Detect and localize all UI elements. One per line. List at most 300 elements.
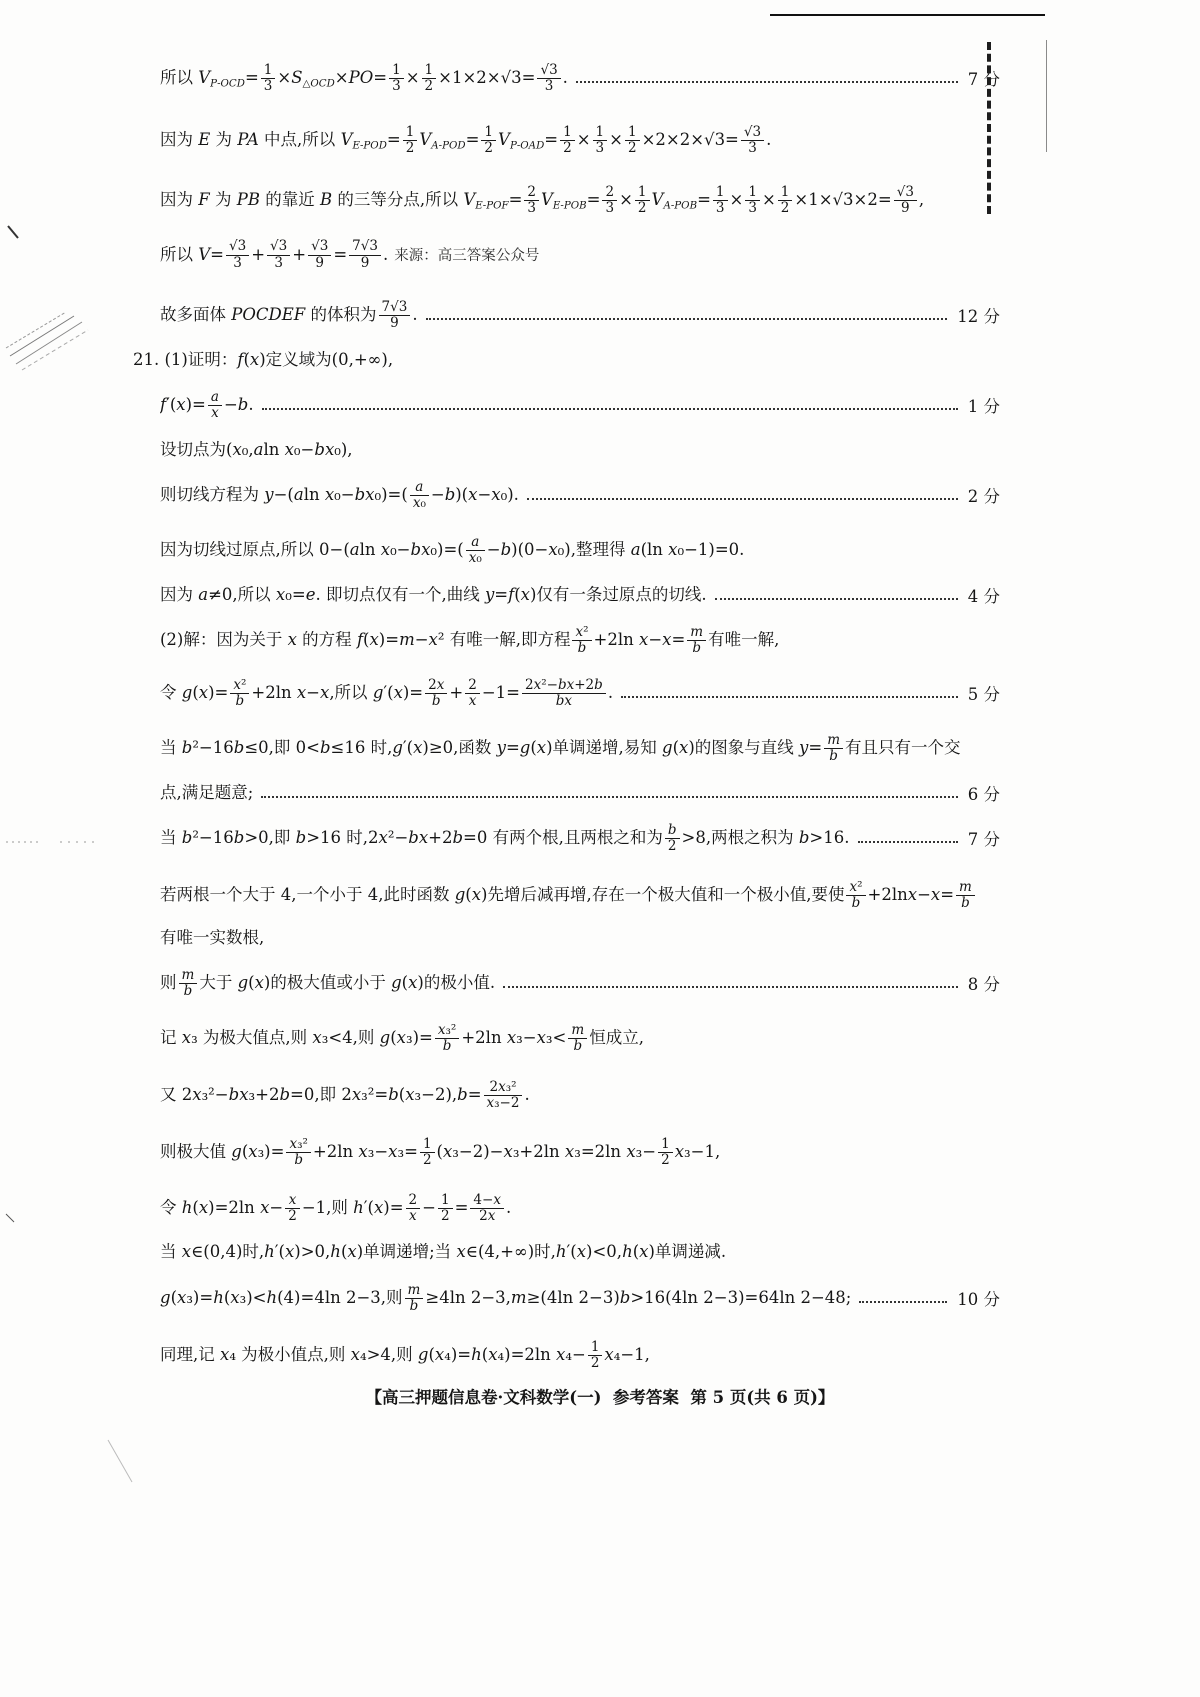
math-variable: x [260, 1198, 270, 1217]
text-run: + [251, 244, 266, 264]
text-run [541, 190, 553, 209]
scan-noise-stroke [22, 330, 88, 370]
scan-edge-line [770, 14, 1045, 16]
text-run: = [386, 130, 401, 149]
math-variable: O [570, 200, 580, 212]
fraction [420, 1137, 435, 1168]
math-variable: g [392, 738, 403, 757]
text-run: . [766, 130, 772, 149]
text-run: >8,两根之积为 b>16. [681, 828, 850, 847]
math-variable: b [577, 640, 587, 656]
fraction [410, 480, 429, 511]
fraction-denominator: 3 [595, 140, 605, 156]
fraction [422, 63, 437, 94]
math-variable: b [961, 895, 970, 911]
answer-line [160, 816, 1000, 860]
math-variable: b [233, 828, 245, 847]
math-variable: x [192, 1085, 202, 1104]
math-variable: y [799, 738, 809, 757]
fraction-denominator: 2 [424, 78, 434, 94]
score-points: 7 分 [967, 70, 1000, 89]
fraction-numerator: 1 [422, 63, 437, 79]
fraction-denominator: 2 [627, 140, 637, 156]
math-variable: x [930, 885, 941, 904]
answer-line [160, 56, 1000, 100]
fraction-numerator: √3 [537, 63, 560, 79]
math-variable: x [412, 495, 421, 511]
math-variable: x [437, 1021, 446, 1038]
fraction-denominator: x₀ [468, 550, 482, 566]
fraction-denominator [956, 896, 975, 911]
subscript: E-POF [475, 200, 509, 212]
math-variable: E [281, 305, 294, 324]
text-run: 又 2x₃²−bx₃+2b=0,即 2x₃²=b(x₃−2),b= [160, 1085, 482, 1104]
math-variable: E [352, 140, 360, 152]
fraction [349, 239, 381, 270]
math-variable: x [254, 973, 264, 992]
math-variable: x [575, 623, 584, 640]
dot-leader [858, 841, 958, 843]
math-variable: P [674, 200, 682, 212]
math-variable: a [349, 540, 360, 559]
text-run: 因为 E 为 PA 中点,所以 V [160, 130, 353, 149]
math-variable: b [279, 1085, 290, 1104]
math-variable: E [198, 130, 211, 149]
answer-line [160, 1230, 1000, 1274]
fraction-denominator: 2 [637, 200, 647, 216]
math-variable: g [160, 1288, 171, 1307]
fraction-denominator: 2 [440, 1208, 450, 1224]
fraction [778, 185, 793, 216]
fraction [658, 1137, 673, 1168]
fraction-denominator [824, 749, 843, 764]
answer-line [160, 1016, 1000, 1060]
math-variable: b [442, 1038, 452, 1054]
math-variable: S [291, 68, 303, 87]
math-variable: x [373, 1198, 384, 1217]
math-variable: b [555, 693, 565, 709]
math-variable: y [496, 738, 506, 757]
math-variable: P [486, 200, 494, 212]
fraction-numerator: 1 [593, 125, 608, 141]
dot-leader [621, 696, 958, 698]
math-variable: x [436, 676, 445, 693]
text-run: 记 x₃ 为极大值点,则 x₃<4,则 g(x₃)= [160, 1028, 433, 1047]
text-run: 故多面体 POCDEF 的体积为 [160, 305, 377, 324]
math-variable: x [487, 1208, 496, 1224]
fraction [405, 1283, 424, 1314]
fraction [267, 239, 290, 270]
math-variable: b [183, 983, 193, 999]
fraction-numerator: 1 [658, 1137, 673, 1153]
math-variable: x [468, 693, 477, 709]
fraction [230, 678, 249, 709]
score-points: 5 分 [967, 685, 1000, 704]
math-variable: V [198, 68, 211, 87]
fraction [261, 63, 276, 94]
text-run: . [505, 1198, 512, 1217]
math-variable: g [417, 1345, 429, 1364]
math-variable: x [488, 1345, 498, 1364]
math-variable: x [418, 828, 429, 847]
text-run: 所以 V [160, 68, 211, 87]
fraction-denominator [568, 1039, 587, 1054]
math-variable: P [509, 140, 517, 152]
fraction-numerator: 7√3 [379, 300, 411, 316]
fraction [179, 968, 198, 999]
text-run: ×S [277, 68, 303, 87]
fraction-numerator [824, 733, 843, 749]
math-variable: g [454, 885, 466, 904]
math-variable: P [231, 305, 243, 324]
fraction-numerator: 1 [588, 1340, 603, 1356]
line-text [160, 1186, 511, 1230]
text-run: +2ln x−x,所以 g′(x)= [251, 683, 424, 702]
fraction [824, 733, 843, 764]
math-variable: x [493, 1191, 501, 1208]
math-variable: h [353, 1198, 364, 1217]
fraction-numerator: 2 [465, 678, 480, 694]
fraction [713, 185, 728, 216]
math-variable: V [651, 190, 664, 209]
fraction-numerator: 4−x [470, 1193, 504, 1209]
fraction-numerator: √3 [267, 239, 290, 255]
math-variable: x [211, 405, 219, 421]
line-text [160, 726, 961, 770]
math-variable: b [354, 485, 366, 504]
line-text [160, 233, 539, 277]
fraction-numerator: 7√3 [349, 239, 381, 255]
math-variable: x [249, 350, 260, 369]
fraction-numerator: 1 [438, 1193, 453, 1209]
fraction-numerator: 1 [560, 125, 575, 141]
text-run: g(x₃)=h(x₃)<h(4)=4ln 2−3,则 [160, 1288, 403, 1307]
fraction [572, 625, 591, 656]
fraction-numerator [285, 1193, 300, 1209]
math-variable: x [849, 878, 858, 895]
math-variable: g [181, 683, 193, 702]
math-variable: m [181, 966, 195, 983]
math-variable: x [548, 540, 558, 559]
fraction [481, 125, 496, 156]
fraction-denominator [687, 641, 706, 656]
math-variable: b [851, 895, 861, 911]
text-run: ×1×√3×2= [794, 190, 892, 209]
math-variable: x [284, 440, 294, 459]
fraction-numerator: √3 [226, 239, 249, 255]
math-variable: x [324, 440, 335, 459]
math-variable: O [681, 200, 690, 212]
math-variable: h [471, 1345, 482, 1364]
text-run: ≥4ln 2−3,m≥(4ln 2−3)b>16(4ln 2−3)=64ln 2−48; [425, 1288, 852, 1307]
fraction-numerator [405, 1283, 424, 1299]
answer-line [160, 118, 1000, 162]
fraction-denominator: 3 [605, 200, 615, 216]
fraction-numerator [466, 535, 485, 551]
score-points: 4 分 [967, 587, 1000, 606]
math-variable: b [408, 828, 419, 847]
math-variable: B [319, 190, 333, 209]
math-variable: b [295, 828, 307, 847]
math-variable: x [288, 1191, 297, 1208]
answer-line [160, 233, 1000, 277]
math-variable: b [181, 828, 193, 847]
fraction-numerator [208, 390, 222, 406]
math-variable: x [284, 1242, 295, 1261]
math-variable: b [181, 738, 193, 757]
fraction [665, 823, 680, 854]
math-variable: x [232, 440, 242, 459]
text-run: 则极大值 g(x₃)= [160, 1142, 285, 1161]
fraction-denominator: 9 [360, 254, 370, 271]
fraction [308, 239, 331, 270]
text-run: +2ln x₃−x₃< [461, 1028, 567, 1047]
line-text [133, 338, 393, 382]
math-variable: D [378, 140, 387, 152]
fraction-denominator: x₀ [412, 495, 426, 511]
math-variable: D [326, 78, 335, 90]
math-variable: x [434, 1345, 445, 1364]
answer-line [160, 771, 1000, 815]
math-variable: x [239, 1085, 249, 1104]
answer-line [160, 671, 1000, 715]
math-variable: D [236, 78, 245, 90]
math-variable: P [363, 140, 371, 152]
fraction-numerator: 2 [602, 185, 617, 201]
text-run: , [918, 190, 925, 209]
math-variable: x [248, 1142, 258, 1161]
text-run: −1= [481, 683, 520, 702]
math-variable: x [468, 485, 478, 504]
fraction-denominator: 3 [748, 200, 757, 216]
fraction [894, 185, 917, 216]
fraction-numerator: 1 [389, 63, 404, 79]
scan-noise-stroke [6, 312, 66, 348]
math-variable: h [622, 1242, 633, 1261]
dot-leader [261, 796, 957, 798]
fraction-denominator: 3 [233, 254, 242, 271]
fraction-denominator: 2 [484, 140, 494, 156]
text-run: = [508, 190, 523, 209]
math-variable: x [491, 485, 501, 504]
math-variable: x [471, 885, 482, 904]
answer-line [160, 1186, 1000, 1230]
fraction [560, 125, 575, 156]
line-text [160, 56, 568, 100]
fraction-denominator: 2 [590, 1355, 600, 1371]
math-variable: F [198, 190, 210, 209]
text-run: = [454, 1198, 469, 1217]
fraction-denominator: 2 [405, 140, 415, 156]
fraction-denominator: 3 [748, 140, 757, 156]
math-variable: x [668, 540, 678, 559]
subscript: E-POD [352, 140, 387, 152]
math-variable: D [268, 305, 282, 324]
math-variable: x [198, 1198, 209, 1217]
text-run: x₃−1, [674, 1142, 721, 1161]
text-run: 恒成立, [589, 1028, 644, 1047]
fraction-numerator: x² [230, 678, 249, 694]
fraction-denominator: 3 [544, 78, 554, 94]
score-points: 10 分 [957, 1290, 1000, 1309]
fraction-denominator [230, 694, 249, 709]
text-run: 因为切线过原点,所以 0−(aln x₀−bx₀)=( [160, 540, 464, 559]
fraction-denominator: 2 [661, 1152, 670, 1168]
math-variable: m [571, 1021, 585, 1038]
fraction [524, 185, 539, 216]
math-variable: x [428, 630, 438, 649]
fraction [435, 1023, 459, 1054]
text-run: = [333, 244, 348, 264]
math-variable: m [399, 630, 415, 649]
subscript: △OCD [302, 78, 335, 90]
answer-line [160, 961, 1000, 1005]
answer-line [160, 1276, 1000, 1320]
math-variable: h [266, 1288, 278, 1307]
fraction-numerator: √3 [741, 125, 764, 141]
math-variable: x [380, 540, 391, 559]
text-run [652, 190, 664, 209]
text-run: = [244, 68, 259, 87]
fraction-numerator: √3 [308, 239, 331, 255]
fraction-numerator: 2x²−bx+2b [522, 678, 606, 694]
fraction-numerator: 1 [403, 125, 418, 141]
math-variable: O [520, 140, 529, 152]
math-variable: h [555, 1242, 567, 1261]
math-variable: x [230, 1288, 240, 1307]
answer-line [160, 916, 1000, 960]
fraction-numerator: 2 [524, 185, 539, 201]
subscript: E-POB [552, 200, 587, 212]
text-run: x₄−1, [604, 1345, 650, 1364]
math-variable: x [220, 1345, 230, 1364]
fraction [286, 1137, 310, 1168]
math-variable: m [959, 878, 972, 895]
dot-leader [426, 318, 948, 320]
subscript: P-OCD [210, 78, 245, 90]
fraction [522, 678, 606, 709]
math-variable: g [379, 1028, 391, 1047]
math-variable: b [228, 1085, 240, 1104]
math-variable: e [305, 585, 316, 604]
line-text [160, 1333, 650, 1377]
fraction [406, 1193, 421, 1224]
answer-line [160, 726, 1000, 770]
math-variable: b [444, 485, 456, 504]
math-variable: m [510, 1288, 527, 1307]
math-variable: x [503, 1142, 513, 1161]
fraction-denominator: 9 [390, 315, 399, 331]
subscript: A-POB [663, 200, 698, 212]
scan-noise-stroke [8, 226, 18, 238]
math-variable: a [415, 478, 424, 495]
math-variable: a [471, 533, 480, 550]
text-run: 点,满足题意; [160, 783, 254, 802]
math-variable: b [237, 395, 249, 414]
fraction-denominator [435, 1039, 459, 1054]
math-variable: b [457, 1085, 468, 1104]
math-variable: V [419, 130, 432, 149]
line-text [160, 428, 353, 472]
line-text [160, 1230, 726, 1274]
math-variable: h [264, 1242, 275, 1261]
math-variable: b [233, 738, 245, 757]
math-variable: x [177, 1288, 187, 1307]
score-points: 1 分 [967, 397, 1000, 416]
answer-line [133, 338, 1000, 382]
line-text [160, 178, 924, 222]
fraction [568, 1023, 587, 1054]
fraction-denominator [425, 694, 447, 709]
text-run: × [619, 190, 633, 209]
fraction-numerator: 1 [261, 63, 276, 79]
math-variable: F [293, 305, 306, 324]
fraction [438, 1193, 453, 1224]
line-text [160, 671, 613, 715]
math-variable: x [674, 1142, 684, 1161]
text-run: . [607, 683, 614, 702]
text-run: 若两根一个大于 4,一个小于 4,此时函数 g(x)先增后减再增,存在一个极大值和一个极小值,要使 [160, 885, 845, 904]
math-variable: P [210, 78, 218, 90]
line-text [160, 118, 771, 162]
math-variable: V [340, 130, 353, 149]
fraction [602, 185, 617, 216]
fraction-numerator: √3 [894, 185, 917, 201]
line-text [160, 618, 779, 662]
line-text [160, 961, 495, 1005]
text-run: ×1×2×√3= [438, 68, 536, 87]
text-run: 有唯一解, [708, 630, 780, 649]
subscript: A-POD [431, 140, 466, 152]
math-variable: x [393, 683, 403, 702]
math-variable: x [421, 540, 431, 559]
scan-noise-stroke [16, 322, 82, 364]
math-variable: b [573, 1038, 583, 1054]
fraction-denominator: 3 [274, 254, 283, 271]
math-variable: b [798, 828, 810, 847]
text-run: +2ln x₃−x₃= [312, 1142, 418, 1161]
fraction [745, 185, 760, 216]
math-variable: m [827, 731, 841, 748]
math-variable: x [576, 1242, 587, 1261]
math-variable: x [413, 738, 423, 757]
math-variable: x [536, 1028, 546, 1047]
dot-leader [262, 408, 958, 410]
fraction-numerator: x² [572, 625, 591, 641]
math-variable: x [604, 1345, 614, 1364]
math-variable: x [388, 1142, 398, 1161]
text-run: 设切点为(x₀,aln x₀−bx₀), [160, 440, 353, 459]
fraction-numerator [956, 880, 975, 896]
text-run: 同理,记 x₄ 为极小值点,则 x₄>4,则 g(x₄)=h(x₄)=2ln x₄− [160, 1345, 586, 1364]
fraction-denominator [406, 1209, 421, 1224]
text-run: 令 g(x)= [160, 683, 229, 702]
math-variable: b [319, 738, 331, 757]
math-variable: x [312, 1028, 322, 1047]
fraction-denominator [465, 694, 480, 709]
fraction-denominator: 2 [422, 1152, 432, 1168]
math-variable: g [237, 973, 249, 992]
fraction-numerator [410, 480, 429, 496]
answer-line [160, 528, 1000, 572]
math-variable: f [508, 585, 515, 604]
fraction-denominator: 2 [288, 1208, 297, 1224]
math-variable: x [907, 885, 918, 904]
answer-line [160, 428, 1000, 472]
scan-noise [0, 0, 140, 1697]
text-run: 当 x∈(0,4)时,h′(x)>0,h(x)单调递增;当 x∈(4,+∞)时,h′(x)<0,h(x)单调递减. [160, 1242, 727, 1261]
text-run: −1,则 h′(x)= [301, 1198, 404, 1217]
